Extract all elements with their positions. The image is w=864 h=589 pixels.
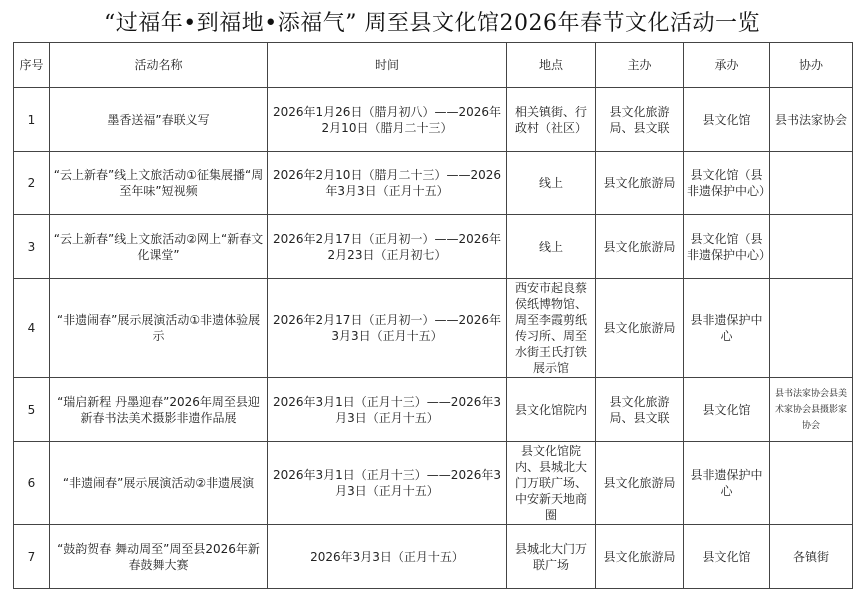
cell-no: 2 [14,152,50,215]
cell-time: 2026年2月17日（正月初一）——2026年3月3日（正月十五） [268,279,507,378]
cell-name: “非遗闹春”展示展演活动②非遗展演 [50,442,268,525]
cell-host: 县文化旅游局 [596,279,684,378]
cell-name: “非遗闹春”展示展演活动①非遗体验展示 [50,279,268,378]
cell-organizer: 县文化馆 [684,88,770,152]
cell-time: 2026年3月1日（正月十三）——2026年3月3日（正月十五） [268,378,507,442]
table-row [14,215,853,279]
table-row [14,152,853,215]
cell-co [770,152,853,215]
header-organizer: 承办 [684,43,770,88]
cell-organizer: 县非遗保护中心 [684,279,770,378]
cell-no: 5 [14,378,50,442]
header-co: 协办 [770,43,853,88]
cell-place: 线上 [507,215,596,279]
cell-host: 县文化旅游局 [596,442,684,525]
cell-host: 县文化旅游局 [596,152,684,215]
cell-co [770,442,853,525]
table-row [14,378,853,442]
cell-name: “云上新春”线上文旅活动①征集展播“周至年味”短视频 [50,152,268,215]
cell-time: 2026年3月1日（正月十三）——2026年3月3日（正月十五） [268,442,507,525]
cell-place: 西安市起良蔡侯纸博物馆、周至李霞剪纸传习所、周至水街王氏打铁展示馆 [507,279,596,378]
header-place: 地点 [507,43,596,88]
cell-name: “鼓韵贺春 舞动周至”周至县2026年新春鼓舞大赛 [50,525,268,589]
cell-place: 县城北大门万联广场 [507,525,596,589]
cell-host: 县文化旅游局、县文联 [596,378,684,442]
cell-host: 县文化旅游局、县文联 [596,88,684,152]
cell-organizer: 县文化馆 [684,378,770,442]
header-row [14,43,853,88]
cell-organizer: 县文化馆 [684,525,770,589]
header-name: 活动名称 [50,43,268,88]
cell-organizer: 县文化馆（县非遗保护中心） [684,215,770,279]
cell-organizer: 县文化馆（县非遗保护中心） [684,152,770,215]
cell-co [770,279,853,378]
cell-time: 2026年2月17日（正月初一）——2026年2月23日（正月初七） [268,215,507,279]
cell-time: 2026年2月10日（腊月二十三）——2026年3月3日（正月十五） [268,152,507,215]
header-no: 序号 [14,43,50,88]
cell-organizer: 县非遗保护中心 [684,442,770,525]
cell-co: 各镇街 [770,525,853,589]
cell-co: 县书法家协会县美术家协会县摄影家协会 [770,378,853,442]
cell-time: 2026年1月26日（腊月初八）——2026年2月10日（腊月二十三） [268,88,507,152]
cell-no: 1 [14,88,50,152]
cell-host: 县文化旅游局 [596,525,684,589]
table-row [14,442,853,525]
cell-name: “云上新春”线上文旅活动②网上“新春文化课堂” [50,215,268,279]
table-row [14,279,853,378]
cell-co [770,215,853,279]
cell-no: 6 [14,442,50,525]
cell-name: 墨香送福”春联义写 [50,88,268,152]
header-time: 时间 [268,43,507,88]
cell-place: 相关镇街、行政村（社区） [507,88,596,152]
cell-no: 7 [14,525,50,589]
table-row [14,88,853,152]
cell-no: 3 [14,215,50,279]
cell-place: 县文化馆院内、县城北大门万联广场、中安新天地商圈 [507,442,596,525]
cell-time: 2026年3月3日（正月十五） [268,525,507,589]
cell-place: 县文化馆院内 [507,378,596,442]
header-host: 主办 [596,43,684,88]
cell-name: “瑞启新程 丹墨迎春”2026年周至县迎新春书法美术摄影非遗作品展 [50,378,268,442]
activity-table [13,42,853,589]
cell-co: 县书法家协会 [770,88,853,152]
cell-host: 县文化旅游局 [596,215,684,279]
cell-place: 线上 [507,152,596,215]
page-title: “过福年•到福地•添福气” 周至县文化馆2026年春节文化活动一览 [104,11,760,36]
table-row [14,525,853,589]
cell-no: 4 [14,279,50,378]
